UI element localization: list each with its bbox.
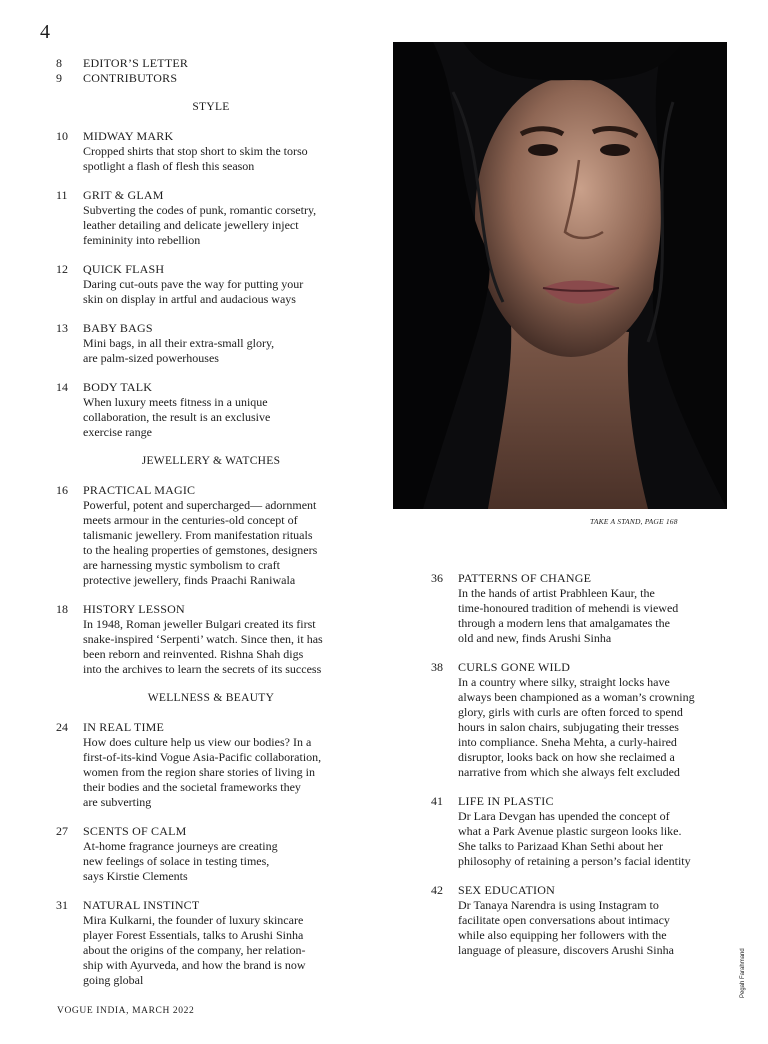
entry-page-number: 27: [56, 824, 68, 838]
entry-description: When luxury meets fitness in a unique collaboration, the result is an exclusive exercise range: [83, 395, 271, 439]
cover-photo: [393, 42, 727, 509]
photo-credit: [740, 940, 752, 1000]
toc-entry[interactable]: [56, 71, 346, 86]
entry-title: CONTRIBUTORS: [83, 71, 178, 85]
section-heading-wellness-beauty: WELLNESS & BEAUTY: [147, 692, 275, 704]
toc-entry[interactable]: [56, 720, 346, 810]
entry-description: In a country where silky, straight locks have always been championed as a woman’s crowning glory, girls with curls are often forced to spend hours in salon chairs, subjugating their tresses into compliance. Sneha Mehta, a curly-haired disruptor, looks back on how she reclaimed a narrative from which she always felt excluded: [458, 675, 695, 779]
entry-page-number: 10: [56, 129, 68, 143]
entry-page-number: 42: [431, 883, 443, 897]
entry-page-number: 36: [431, 571, 443, 585]
toc-entry[interactable]: [56, 56, 346, 71]
entry-description: At-home fragrance journeys are creating new feelings of solace in testing times, says Kirstie Clements: [83, 839, 278, 883]
entry-title: IN REAL TIME: [83, 720, 165, 734]
entry-description: Cropped shirts that stop short to skim the torso spotlight a flash of flesh this season: [83, 144, 308, 173]
entry-title: QUICK FLASH: [83, 262, 165, 276]
toc-entry[interactable]: [56, 380, 346, 440]
contents-left-column: [56, 56, 346, 988]
page-number: 4: [40, 21, 50, 43]
entry-title: SCENTS OF CALM: [83, 824, 187, 838]
entry-title: LIFE IN PLASTIC: [458, 794, 554, 808]
entry-description: Mira Kulkarni, the founder of luxury skincare player Forest Essentials, talks to Arushi Sinha about the origins of the company, her relation- ship with Ayurveda, and how the brand is now going global: [83, 913, 306, 987]
entry-title: EDITOR’S LETTER: [83, 56, 189, 70]
entry-description: How does culture help us view our bodies? In a first-of-its-kind Vogue Asia-Pacific collaboration, women from the region share stories of living in their bodies and the societal frameworks they are subverting: [83, 735, 322, 809]
entry-page-number: 38: [431, 660, 443, 674]
entry-description: In 1948, Roman jeweller Bulgari created its first snake-inspired ‘Serpenti’ watch. Since then, it has been reborn and reinvented. Rishna Shah digs into the archives to learn the secrets of its success: [83, 617, 323, 676]
entry-description: Daring cut-outs pave the way for putting your skin on display in artful and audacious ways: [83, 277, 304, 306]
toc-entry[interactable]: [431, 794, 731, 869]
entry-page-number: 16: [56, 483, 68, 497]
toc-entry[interactable]: [56, 483, 346, 588]
entry-title: NATURAL INSTINCT: [83, 898, 200, 912]
portrait-illustration: [393, 42, 727, 509]
photo-caption: TAKE A STAND, PAGE 168: [590, 517, 678, 526]
entry-page-number: 12: [56, 262, 68, 276]
toc-entry[interactable]: [56, 321, 346, 366]
entry-title: SEX EDUCATION: [458, 883, 555, 897]
toc-entry[interactable]: [56, 262, 346, 307]
entry-page-number: 11: [56, 188, 68, 202]
entry-title: MIDWAY MARK: [83, 129, 174, 143]
toc-entry[interactable]: [56, 898, 346, 988]
entry-page-number: 18: [56, 602, 68, 616]
entry-description: Powerful, potent and supercharged— adornment meets armour in the centuries-old concept of talismanic jewellery. From manifestation rituals to the healing properties of gemstones, designers are harnessing mystic symbolism to craft protective jewellery, finds Praachi Raniwala: [83, 498, 318, 587]
entry-page-number: 31: [56, 898, 68, 912]
entry-page-number: 8: [56, 56, 62, 70]
contents-right-column: [431, 571, 731, 958]
entry-description: Subverting the codes of punk, romantic corsetry, leather detailing and delicate jewellery inject femininity into rebellion: [83, 203, 317, 247]
entry-page-number: 13: [56, 321, 68, 335]
entry-title: GRIT & GLAM: [83, 188, 164, 202]
toc-entry[interactable]: [56, 602, 346, 677]
entry-title: HISTORY LESSON: [83, 602, 185, 616]
entry-page-number: 14: [56, 380, 68, 394]
entry-page-number: 24: [56, 720, 68, 734]
entry-description: Mini bags, in all their extra-small glory, are palm-sized powerhouses: [83, 336, 275, 365]
toc-entry[interactable]: [431, 571, 731, 646]
toc-entry[interactable]: [56, 188, 346, 248]
entry-page-number: 9: [56, 71, 62, 85]
entry-title: PATTERNS OF CHANGE: [458, 571, 592, 585]
entry-page-number: 41: [431, 794, 443, 808]
section-heading-style: STYLE: [192, 101, 230, 113]
toc-entry[interactable]: [431, 883, 731, 958]
toc-entry[interactable]: [431, 660, 731, 780]
toc-entry[interactable]: [56, 129, 346, 174]
entry-title: CURLS GONE WILD: [458, 660, 571, 674]
entry-description: Dr Lara Devgan has upended the concept of what a Park Avenue plastic surgeon looks like. She talks to Parizaad Khan Sethi about her philosophy of retaining a person’s facial identity: [458, 809, 691, 868]
entry-title: BABY BAGS: [83, 321, 153, 335]
toc-entry[interactable]: [56, 824, 346, 884]
footer-folio: VOGUE INDIA, MARCH 2022: [57, 1006, 195, 1016]
entry-title: BODY TALK: [83, 380, 153, 394]
section-heading-jewellery-watches: JEWELLERY & WATCHES: [141, 455, 281, 467]
entry-description: In the hands of artist Prabhleen Kaur, the time-honoured tradition of mehendi is viewed through a modern lens that amalgamates the old and new, finds Arushi Sinha: [458, 586, 679, 645]
entry-description: Dr Tanaya Narendra is using Instagram to facilitate open conversations about intimacy while also equipping her followers with the language of pleasure, discovers Arushi Sinha: [458, 898, 674, 957]
entry-title: PRACTICAL MAGIC: [83, 483, 196, 497]
photo-credit-text: Pegah Farahmand: [740, 948, 746, 998]
